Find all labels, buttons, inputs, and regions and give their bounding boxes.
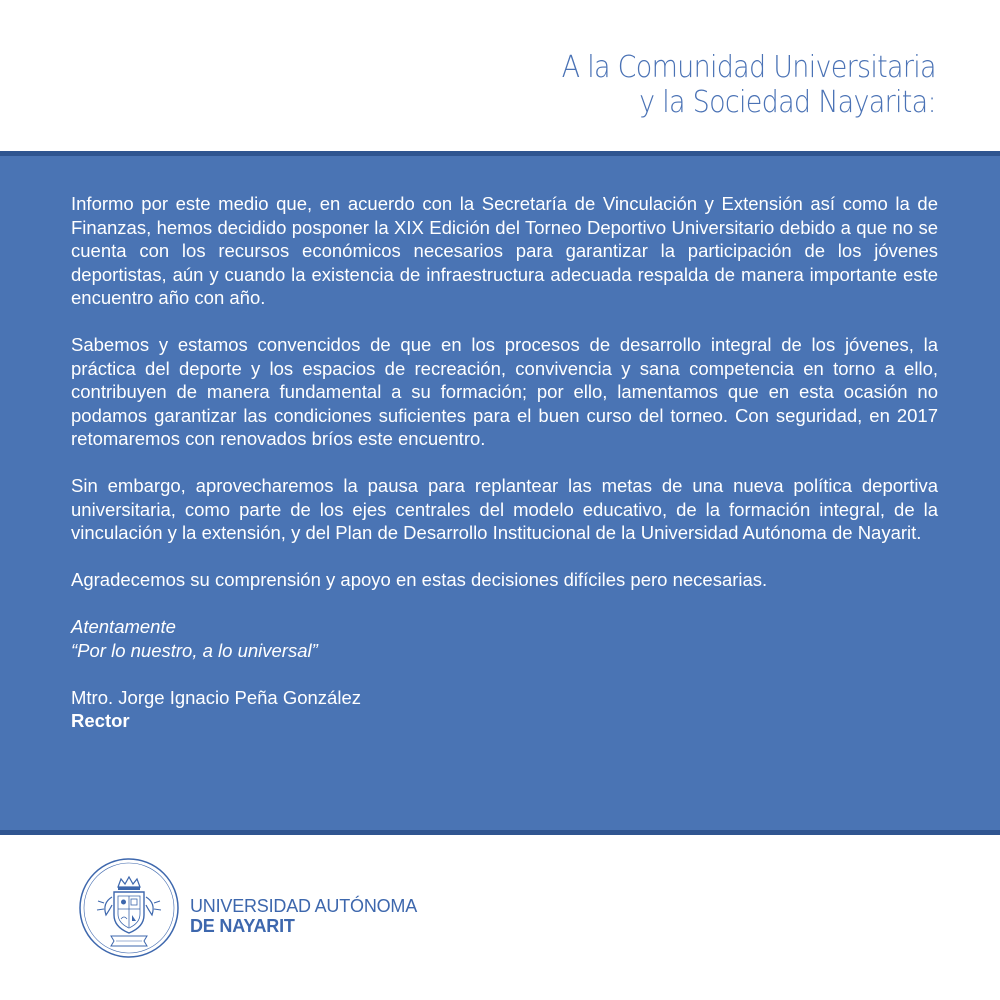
- paragraph-3: Sin embargo, aprovecharemos la pausa para replantear las metas de una nueva política deportiva universitaria, como parte de los ejes centrales del modelo educativo, de la formación integral, de la vinculación y la extensión, y del Plan de Desarrollo Institucional de la Universidad Autónoma de Nayarit.: [71, 475, 938, 543]
- title-line-1: A la Comunidad Universitaria: [561, 50, 936, 85]
- signature-block: [71, 686, 938, 733]
- university-name-line-2: DE NAYARIT: [190, 916, 295, 936]
- paragraph-4: Agradecemos su comprensión y apoyo en estas decisiones difíciles pero necesarias.: [71, 569, 768, 590]
- university-name: [190, 896, 417, 936]
- letter-panel: [0, 151, 1000, 835]
- title-line-2: y la Sociedad Nayarita:: [639, 85, 936, 120]
- paragraph-2: Sabemos y estamos convencidos de que en los procesos de desarrollo integral de los jóvenes, la práctica del deporte y los espacios de recreación, convivencia y sana competencia en torno a ello, contribuyen de manera fundamental a su formación; por ello, lamentamos que en esta ocasión no podamos garantizar las condiciones suficientes para el buen curso del torneo. Con seguridad, en 2017 retomaremos con renovados bríos este encuentro.: [71, 334, 938, 449]
- university-seal-icon: [78, 857, 180, 959]
- page-title: [562, 50, 936, 120]
- motto: “Por lo nuestro, a lo universal”: [71, 639, 318, 661]
- university-name-line-1: UNIVERSIDAD AUTÓNOMA: [190, 896, 418, 916]
- signer-role: Rector: [71, 710, 130, 731]
- closing-salutation: Atentamente: [71, 616, 176, 637]
- signer-name: Mtro. Jorge Ignacio Peña González: [71, 686, 361, 708]
- closing-block: [71, 615, 938, 662]
- paragraph-1: Informo por este medio que, en acuerdo con la Secretaría de Vinculación y Extensión así como la de Finanzas, hemos decidido posponer la XIX Edición del Torneo Deportivo Universitario debido a que no se cuenta con los recursos económicos necesarios para garantizar la participación de los jóvenes deportistas, aún y cuando la existencia de infraestructura adecuada respalda de manera importante este encuentro año con año.: [71, 193, 938, 308]
- letter-body: [71, 192, 938, 733]
- footer-logo: [78, 857, 478, 987]
